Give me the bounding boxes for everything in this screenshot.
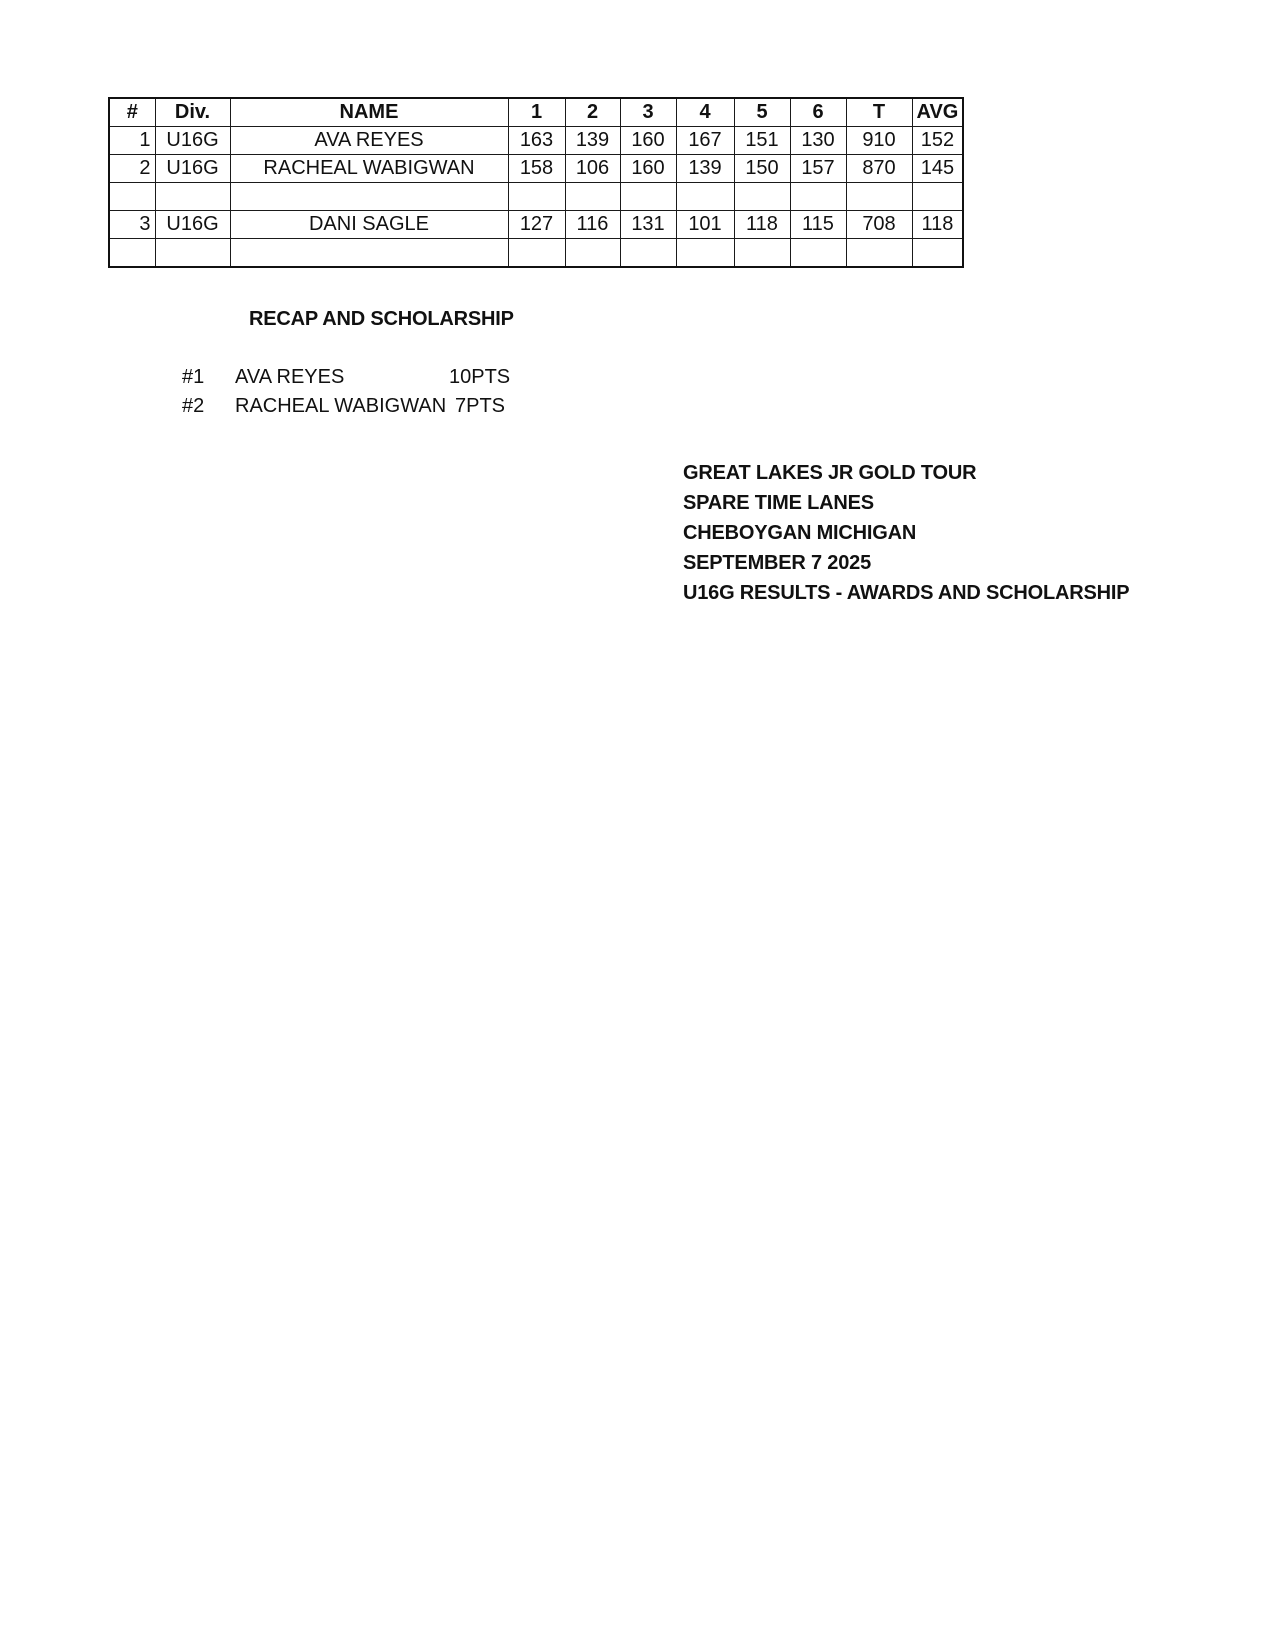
header-game-6: 6 <box>790 98 846 127</box>
table-row <box>109 155 963 183</box>
cell-game-1 <box>508 239 565 268</box>
recap-place: #2 <box>182 395 205 417</box>
header-name: NAME <box>230 98 508 127</box>
cell-total: 870 <box>846 155 912 183</box>
cell-game-2 <box>565 183 620 211</box>
recap-points: 10PTS <box>449 366 511 388</box>
cell-rank <box>109 183 155 211</box>
cell-rank: 2 <box>109 155 155 183</box>
header-game-5: 5 <box>734 98 790 127</box>
cell-game-1: 158 <box>508 155 565 183</box>
cell-game-1: 127 <box>508 211 565 239</box>
header-game-2: 2 <box>565 98 620 127</box>
cell-game-6: 157 <box>790 155 846 183</box>
cell-total: 910 <box>846 127 912 155</box>
cell-game-3 <box>620 183 676 211</box>
cell-average <box>912 183 963 211</box>
cell-game-1 <box>508 183 565 211</box>
cell-game-6 <box>790 239 846 268</box>
event-venue: SPARE TIME LANES <box>683 492 874 514</box>
cell-game-2: 139 <box>565 127 620 155</box>
cell-game-3: 160 <box>620 155 676 183</box>
header-game-4: 4 <box>676 98 734 127</box>
cell-division <box>155 239 230 268</box>
table-row-empty <box>109 183 963 211</box>
cell-division: U16G <box>155 127 230 155</box>
header-game-3: 3 <box>620 98 676 127</box>
table-header-row <box>109 98 963 127</box>
cell-name <box>230 239 508 268</box>
event-info <box>683 458 1130 608</box>
cell-game-4 <box>676 183 734 211</box>
cell-game-4: 167 <box>676 127 734 155</box>
cell-game-2: 106 <box>565 155 620 183</box>
cell-game-5: 150 <box>734 155 790 183</box>
cell-rank: 1 <box>109 127 155 155</box>
event-results-title: U16G RESULTS - AWARDS AND SCHOLARSHIP <box>683 582 1130 604</box>
cell-total <box>846 239 912 268</box>
cell-name: RACHEAL WABIGWAN <box>230 155 508 183</box>
cell-division: U16G <box>155 155 230 183</box>
cell-game-2 <box>565 239 620 268</box>
recap-name: AVA REYES <box>235 366 345 388</box>
recap-place: #1 <box>182 366 205 388</box>
recap-name: RACHEAL WABIGWAN <box>235 395 447 417</box>
table-row-empty <box>109 239 963 268</box>
table-row <box>109 127 963 155</box>
cell-game-4 <box>676 239 734 268</box>
recap-points: 7PTS <box>455 395 506 417</box>
cell-game-4: 101 <box>676 211 734 239</box>
cell-game-5 <box>734 239 790 268</box>
cell-average <box>912 239 963 268</box>
header-total: T <box>846 98 912 127</box>
cell-game-6 <box>790 183 846 211</box>
table-row <box>109 211 963 239</box>
cell-total: 708 <box>846 211 912 239</box>
cell-rank: 3 <box>109 211 155 239</box>
recap-title: RECAP AND SCHOLARSHIP <box>249 308 514 330</box>
cell-division: U16G <box>155 211 230 239</box>
header-game-1: 1 <box>508 98 565 127</box>
header-division: Div. <box>155 98 230 127</box>
cell-game-5: 151 <box>734 127 790 155</box>
cell-rank <box>109 239 155 268</box>
cell-game-2: 116 <box>565 211 620 239</box>
cell-game-3: 131 <box>620 211 676 239</box>
cell-division <box>155 183 230 211</box>
header-rank: # <box>109 98 155 127</box>
cell-game-5 <box>734 183 790 211</box>
event-location: CHEBOYGAN MICHIGAN <box>683 522 917 544</box>
cell-game-5: 118 <box>734 211 790 239</box>
cell-game-3 <box>620 239 676 268</box>
cell-average: 118 <box>912 211 963 239</box>
cell-game-6: 115 <box>790 211 846 239</box>
cell-game-1: 163 <box>508 127 565 155</box>
cell-game-4: 139 <box>676 155 734 183</box>
cell-name: AVA REYES <box>230 127 508 155</box>
cell-average: 145 <box>912 155 963 183</box>
results-table <box>108 97 964 268</box>
event-date: SEPTEMBER 7 2025 <box>683 552 871 574</box>
cell-name: DANI SAGLE <box>230 211 508 239</box>
header-average: AVG <box>912 98 963 127</box>
cell-total <box>846 183 912 211</box>
cell-name <box>230 183 508 211</box>
event-tour-name: GREAT LAKES JR GOLD TOUR <box>683 462 977 484</box>
cell-game-6: 130 <box>790 127 846 155</box>
cell-game-3: 160 <box>620 127 676 155</box>
cell-average: 152 <box>912 127 963 155</box>
